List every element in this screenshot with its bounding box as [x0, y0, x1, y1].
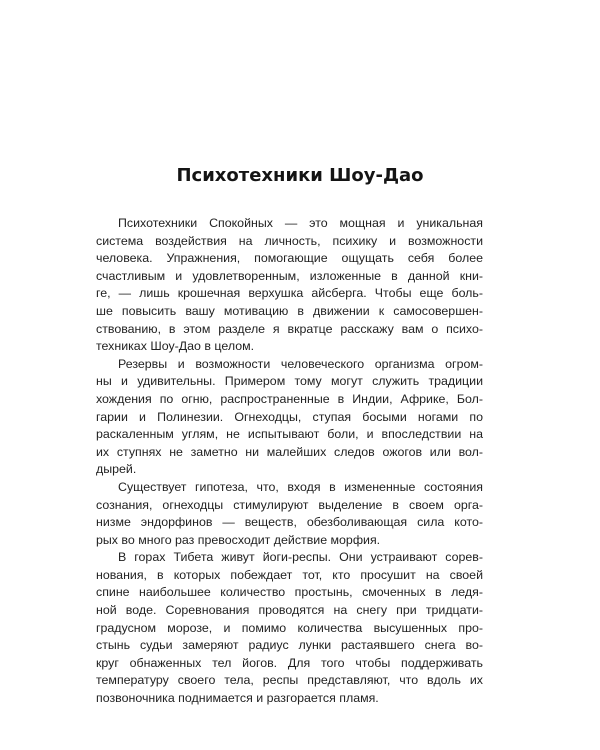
text-line: температуру своего тела, респы представляют, что вдоль их — [96, 673, 483, 688]
text-line: Существует гипотеза, что, входя в измененные состояния — [118, 479, 483, 494]
text-line: Психотехники Спокойных — это мощная и уникальная — [118, 216, 483, 230]
text-line: техниках Шоу-Дао в целом. — [96, 339, 255, 354]
text-line: ствованию, в этом разделе я вкратце расскажу вам о психо- — [96, 321, 483, 336]
text-line: Резервы и возможности человеческого организма огром- — [118, 356, 483, 371]
text-line: дырей. — [96, 462, 137, 477]
text-line: ны и удивительны. Примером тому могут служить традиции — [96, 374, 483, 389]
text-line: стынь судьи замеряют радиус лунки растаявшего снега во- — [96, 638, 483, 653]
text-line: спине наибольшее количество простынь, смоченных в ледя- — [96, 585, 483, 600]
text-line: нования, в которых побеждает тот, кто просушит на своей — [96, 567, 483, 582]
body-text — [96, 215, 483, 708]
text-line: хождения по огню, распространенные в Индии, Африке, Бол- — [96, 391, 483, 406]
text-line: ше повысить вашу мотивацию в движении к самосовершен- — [96, 303, 483, 318]
text-line: В горах Тибета живут йоги-респы. Они устраивают сорев- — [118, 550, 483, 565]
text-line: раскаленным углям, не испытывают боли, и впоследствии на — [96, 427, 483, 442]
text-line: низме эндорфинов — веществ, обезболивающая сила кото- — [96, 515, 483, 530]
text-line: ной воде. Соревнования проводятся на снегу при тридцати- — [96, 603, 483, 618]
text-line: их ступнях не заметно ни малейших следов ожогов или вол- — [96, 444, 483, 459]
text-line: рых во много раз превосходит действие морфия. — [96, 532, 381, 547]
text-line: градусном морозе, и помимо количества высушенных про- — [96, 620, 483, 635]
text-line: сознания, огнеходцы стимулируют выделение в своем орга- — [96, 497, 483, 512]
text-line: система воздействия на личность, психику и возможности — [96, 233, 483, 248]
text-line: счастливым и удовлетворенным, изложенные в данной кни- — [96, 268, 483, 283]
text-line: ге, — лишь крошечная верхушка айсберга. Чтобы еще боль- — [96, 286, 483, 301]
page-title: Психотехники Шоу-Дао — [176, 165, 424, 186]
text-line: гарии и Полинезии. Огнеходцы, ступая босыми ногами по — [96, 409, 483, 424]
text-line: круг обнаженных тел йогов. Для того чтобы поддерживать — [96, 655, 483, 670]
text-line: человека. Упражнения, помогающие ощущать себя более — [96, 251, 483, 266]
text-line: позвоночника поднимается и разгорается пламя. — [96, 691, 379, 706]
